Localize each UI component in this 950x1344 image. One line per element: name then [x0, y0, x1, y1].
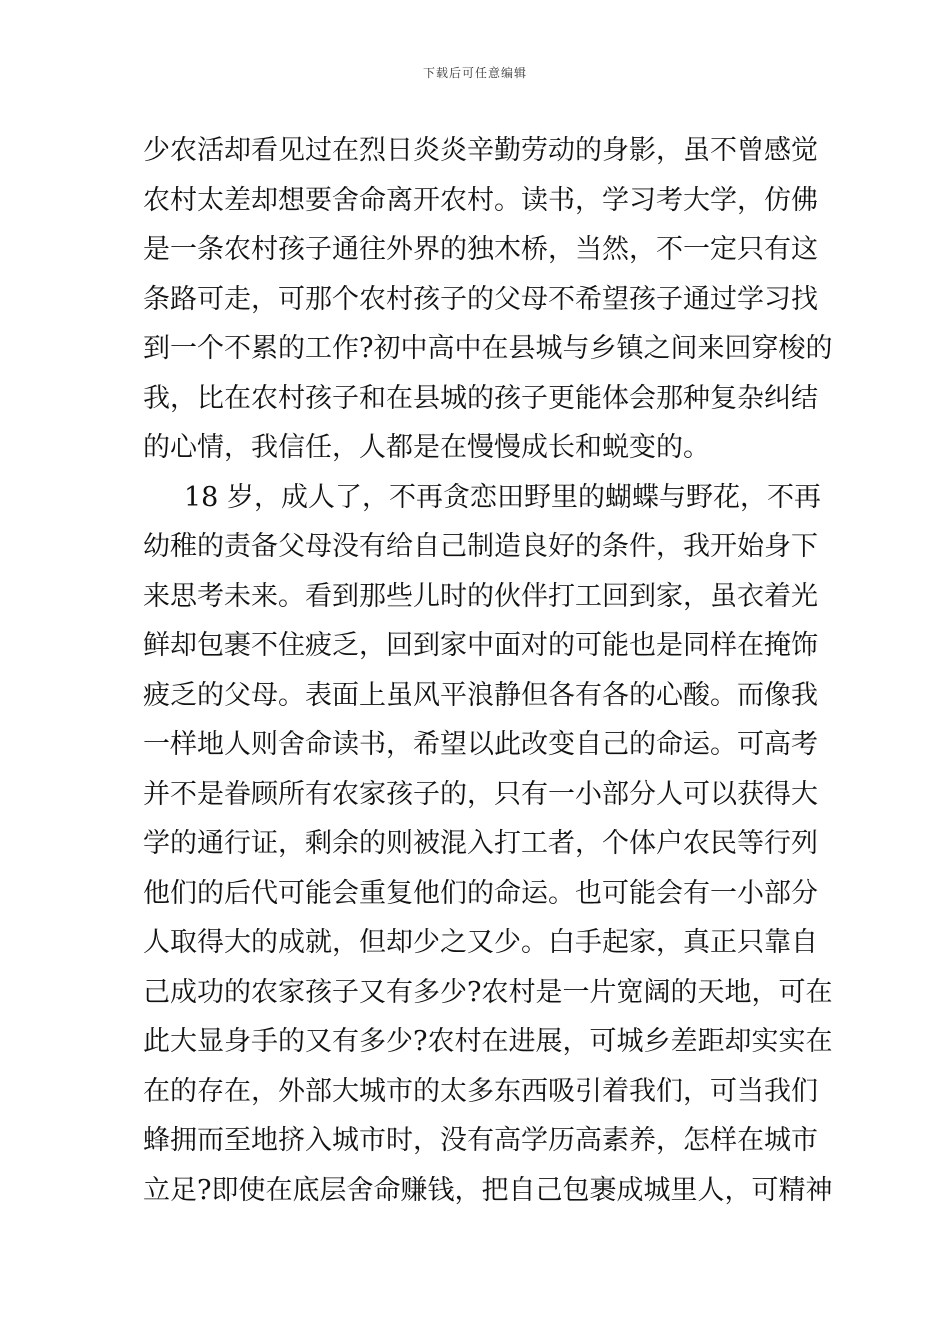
text-line: 幼稚的责备父母没有给自己制造良好的条件，我开始身下: [143, 531, 818, 562]
text-line: 蜂拥而至地挤入城市时，没有高学历高素养，怎样在城市: [143, 1125, 818, 1156]
text-line: 来思考未来。看到那些儿时的伙伴打工回到家，虽衣着光: [143, 580, 818, 612]
text-line: 人取得大的成就，但却少之又少。白手起家，真正只靠自: [143, 927, 818, 958]
text-line: 他们的后代可能会重复他们的命运。也可能会有一小部分: [143, 877, 818, 909]
text-line: 并不是眷顾所有农家孩子的，只有一小部分人可以获得大: [143, 778, 818, 810]
text-line: 己成功的农家孩子又有多少?农村是一片宽阔的天地，可在: [143, 976, 833, 1008]
text-line: 我，比在农村孩子和在县城的孩子更能体会那种复杂纠结: [143, 382, 818, 414]
text-line: 少农活却看见过在烈日炎炎辛勤劳动的身影，虽不曾感觉: [143, 135, 818, 166]
text-line: 一样地人则舍命读书，希望以此改变自己的命运。可高考: [143, 729, 818, 760]
text-line: 此大显身手的又有多少?农村在进展，可城乡差距却实实在: [143, 1026, 833, 1057]
text-line: 到一个不累的工作?初中高中在县城与乡镇之间来回穿梭的: [143, 333, 833, 364]
text-line: 鲜却包裹不住疲乏，回到家中面对的可能也是同样在掩饰: [143, 630, 818, 661]
page-header: 下载后可任意编辑: [422, 66, 527, 80]
text-line: 在的存在，外部大城市的太多东西吸引着我们，可当我们: [143, 1075, 818, 1107]
text-line: 学的通行证，剩余的则被混入打工者，个体户农民等行列: [143, 828, 818, 859]
paragraph-start-line: 18 岁，成人了，不再贪恋田野里的蝴蝶与野花，不再: [184, 481, 821, 513]
text-line: 疲乏的父母。表面上虽风平浪静但各有各的心酸。而像我: [143, 679, 818, 711]
document-body: [143, 126, 833, 1215]
paragraph-end-line: 的心情，我信任，人都是在慢慢成长和蜕变的。: [143, 432, 710, 463]
text-line: 立足?即使在底层舍命赚钱，把自己包裹成城里人，可精神: [143, 1174, 833, 1206]
text-line: 是一条农村孩子通往外界的独木桥，当然，不一定只有这: [143, 234, 818, 265]
text-line: 农村太差却想要舍命离开农村。读书，学习考大学，仿佛: [143, 184, 818, 216]
text-line: 条路可走，可那个农村孩子的父母不希望孩子通过学习找: [143, 283, 818, 315]
